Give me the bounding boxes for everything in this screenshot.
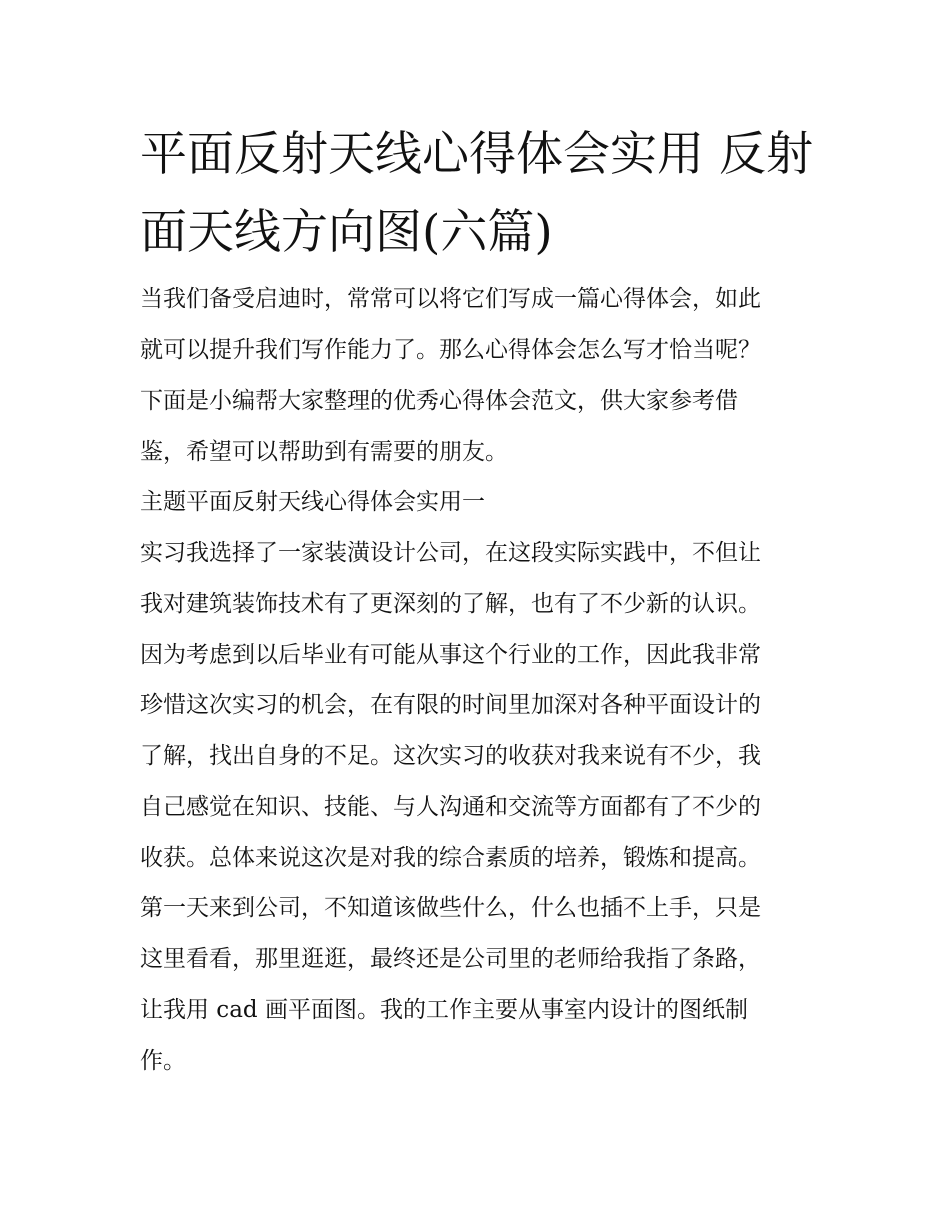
body-line: 实习我选择了一家装潢设计公司，在这段实际实践中，不但让 — [140, 540, 761, 566]
body-line: 这里看看，那里逛逛，最终还是公司里的老师给我指了条路， — [140, 946, 761, 972]
body-line: 珍惜这次实习的机会，在有限的时间里加深对各种平面设计的 — [140, 692, 761, 718]
document-title: 平面反射天线心得体会实用 反射面天线方向图(六篇) — [140, 127, 813, 260]
section-heading: 主题平面反射天线心得体会实用一 — [140, 489, 485, 515]
intro-line: 就可以提升我们写作能力了。那么心得体会怎么写才恰当呢？ — [140, 337, 761, 363]
body-line: 了解，找出自身的不足。这次实习的收获对我来说有不少，我 — [140, 743, 761, 769]
body-line: 第一天来到公司，不知道该做些什么，什么也插不上手，只是 — [140, 895, 761, 921]
intro-line: 鉴，希望可以帮助到有需要的朋友。 — [140, 439, 508, 465]
intro-line: 下面是小编帮大家整理的优秀心得体会范文，供大家参考借 — [140, 388, 738, 414]
body-line: 收获。总体来说这次是对我的综合素质的培养，锻炼和提高。 — [140, 845, 761, 871]
body-line: 让我用 cad 画平面图。我的工作主要从事室内设计的图纸制 — [140, 997, 748, 1023]
body-line: 我对建筑装饰技术有了更深刻的了解，也有了不少新的认识。 — [140, 591, 761, 617]
intro-line: 当我们备受启迪时，常常可以将它们写成一篇心得体会，如此 — [140, 286, 761, 312]
body-line: 作。 — [140, 1048, 186, 1074]
body-line: 自己感觉在知识、技能、与人沟通和交流等方面都有了不少的 — [140, 794, 761, 820]
body-line: 因为考虑到以后毕业有可能从事这个行业的工作，因此我非常 — [140, 642, 761, 668]
